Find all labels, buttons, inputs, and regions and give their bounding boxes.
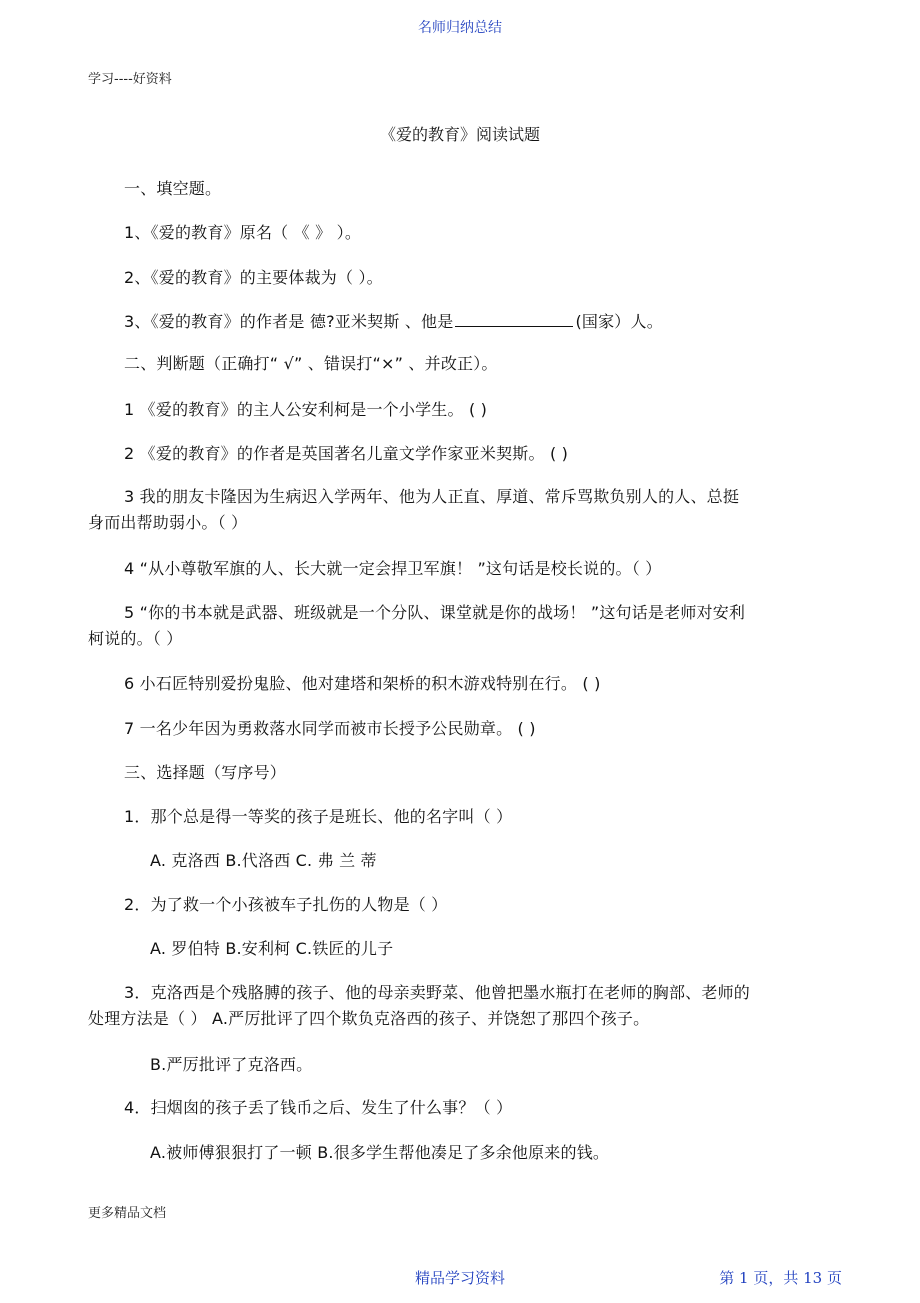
judge-question-4: 4 “从小尊敬军旗的人、长大就一定会捍卫军旗！ ”这句话是校长说的。（ ） (124, 559, 662, 578)
fill-question-3-start: 3、《爱的教育》的作者是 德?亚米契斯 、他是 (124, 312, 454, 331)
judge-question-7: 7 一名少年因为勇救落水同学而被市长授予公民勋章。 ( ) (124, 719, 536, 738)
footer-center-text: 精品学习资料 (414, 1269, 505, 1287)
answer-blank-line (455, 310, 573, 327)
choice-question-1: 1．那个总是得一等奖的孩子是班长、他的名字叫（ ） (124, 807, 513, 826)
choice-question-4-options: A.被师傅狠狠打了一顿 B.很多学生帮他凑足了多余他原来的钱。 (150, 1143, 610, 1162)
fill-section-title: 一、填空题。 (124, 179, 222, 198)
header-title: 名师归纳总结 (418, 20, 502, 36)
judge-question-3-line-1: 3 我的朋友卡隆因为生病迟入学两年、他为人正直、厚道、常斥骂欺负别人的人、总挺 (124, 487, 740, 506)
fill-question-3 (124, 309, 663, 332)
choice-question-1-options: A. 克洛西 B.代洛西 C. 弗 兰 蒂 (150, 851, 377, 870)
judge-question-3-line-2: 身而出帮助弱小。（ ） (88, 513, 248, 532)
judge-question-5-line-1: 5 “你的书本就是武器、班级就是一个分队、课堂就是你的战场！ ”这句话是老师对安利 (124, 603, 746, 622)
fill-question-2: 2、《爱的教育》的主要体裁为（ ）。 (124, 268, 383, 287)
judge-section-title: 二、判断题（正确打“ √” 、错误打“×” 、并改正）。 (124, 354, 498, 373)
choice-section-title: 三、选择题（写序号） (124, 763, 287, 782)
header-note: 学习----好资料 (88, 72, 172, 87)
fill-question-3-end: (国家）人。 (575, 312, 663, 331)
document-title: 《爱的教育》阅读试题 (379, 125, 540, 144)
fill-question-1: 1、《爱的教育》原名（ 《 》 ）。 (124, 223, 362, 242)
judge-question-2: 2 《爱的教育》的作者是英国著名儿童文学作家亚米契斯。 ( ) (124, 444, 569, 463)
choice-question-4: 4．扫烟囱的孩子丢了钱币之后、发生了什么事？（ ） (124, 1098, 513, 1117)
choice-question-3-line-1: 3．克洛西是个残胳膊的孩子、他的母亲卖野菜、他曾把墨水瓶打在老师的胸部、老师的 (124, 983, 750, 1002)
judge-question-5-line-2: 柯说的。（ ） (88, 629, 183, 648)
choice-question-2-options: A. 罗伯特 B.安利柯 C.铁匠的儿子 (150, 939, 394, 958)
choice-question-3-option-b: B.严厉批评了克洛西。 (150, 1055, 313, 1074)
judge-question-1: 1 《爱的教育》的主人公安利柯是一个小学生。 ( ) (124, 400, 488, 419)
judge-question-6: 6 小石匠特别爱扮鬼脸、他对建塔和架桥的积木游戏特别在行。 ( ) (124, 674, 601, 693)
footer-note: 更多精品文档 (88, 1206, 167, 1221)
choice-question-2: 2．为了救一个小孩被车子扎伤的人物是（ ） (124, 895, 448, 914)
page-number: 第 1 页，共 13 页 (719, 1269, 842, 1287)
choice-question-3-line-2: 处理方法是（ ） A.严厉批评了四个欺负克洛西的孩子、并饶恕了那四个孩子。 (88, 1009, 650, 1028)
